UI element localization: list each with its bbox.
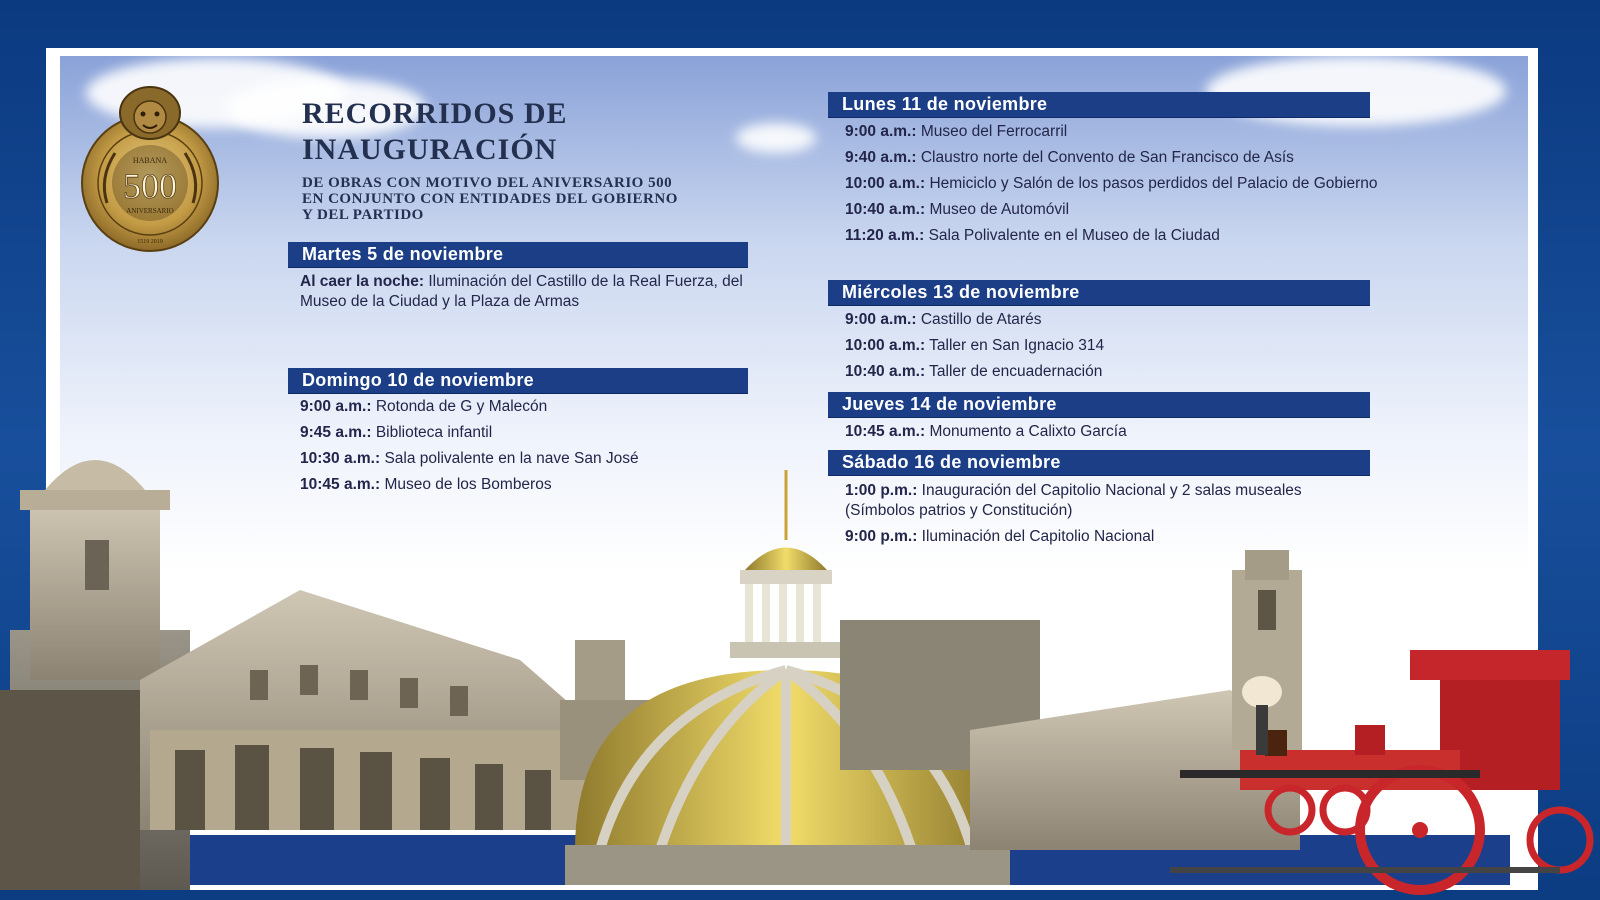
schedule-entry	[845, 174, 1435, 194]
entry-time: 10:00 a.m.:	[845, 175, 926, 192]
entry-text: Claustro norte del Convento de San Francisco de Asís	[916, 149, 1294, 166]
entry-text: Rotonda de G y Malecón	[371, 398, 548, 415]
day-entries-martes	[300, 272, 760, 318]
subtitle-line-1: DE OBRAS CON MOTIVO DEL ANIVERSARIO 500	[302, 175, 673, 191]
entry-time: 9:00 a.m.:	[845, 123, 917, 140]
subtitle-line-3: Y DEL PARTIDO	[302, 207, 424, 223]
entry-time: 10:40 a.m.:	[845, 201, 926, 218]
entry-time: 9:45 a.m.:	[300, 424, 372, 441]
entry-time: 9:00 a.m.:	[300, 398, 372, 415]
schedule-entry	[845, 310, 1405, 330]
logo-top-text: HABANA	[132, 156, 168, 165]
entry-time: 9:40 a.m.:	[845, 149, 917, 166]
page-title	[302, 96, 782, 168]
logo-number: 500	[123, 166, 177, 206]
day-header-martes: Martes 5 de noviembre	[288, 242, 748, 267]
day-header-jueves: Jueves 14 de noviembre	[828, 392, 1370, 417]
habana-500-logo	[77, 83, 223, 253]
page-subtitle	[302, 175, 782, 223]
logo-years: 1519 2019	[137, 239, 163, 245]
day-header-lunes: Lunes 11 de noviembre	[828, 92, 1370, 117]
schedule-entry	[845, 122, 1445, 142]
schedule-entry	[845, 148, 1445, 168]
logo-bottom-text: ANIVERSARIO	[126, 207, 174, 215]
entry-text: Castillo de Atarés	[916, 311, 1042, 328]
entry-text: Hemiciclo y Salón de los pasos perdidos del Palacio de Gobierno	[925, 175, 1378, 192]
entry-text: Monumento a Calixto García	[925, 423, 1127, 440]
schedule-entry	[845, 200, 1445, 220]
schedule-entry	[300, 272, 760, 312]
entry-text: Inauguración del Capitolio Nacional y 2 salas museales (Símbolos patrios y Constitución)	[845, 482, 1302, 519]
entry-text: Taller de encuadernación	[925, 363, 1103, 380]
entry-time: 10:00 a.m.:	[845, 337, 926, 354]
entry-text: Sala Polivalente en el Museo de la Ciudad	[924, 227, 1220, 244]
schedule-entry	[845, 336, 1405, 356]
entry-time: 10:30 a.m.:	[300, 450, 381, 467]
day-header-sabado: Sábado 16 de noviembre	[828, 450, 1370, 475]
day-entries-lunes	[845, 122, 1445, 252]
entry-time: 9:00 p.m.:	[845, 528, 918, 545]
entry-text: Iluminación del Capitolio Nacional	[917, 528, 1155, 545]
entry-text: Museo del Ferrocarril	[916, 123, 1068, 140]
entry-text: Sala polivalente en la nave San José	[380, 450, 639, 467]
entry-time: 10:45 a.m.:	[300, 476, 381, 493]
title-line-1: RECORRIDOS DE	[302, 97, 568, 130]
schedule-entry	[845, 362, 1405, 382]
entry-text: Taller en San Ignacio 314	[925, 337, 1105, 354]
entry-time: 9:00 a.m.:	[845, 311, 917, 328]
entry-time: 1:00 p.m.:	[845, 482, 918, 499]
entry-text: Museo de los Bomberos	[380, 476, 552, 493]
entry-time: 11:20 a.m.:	[845, 227, 925, 244]
entry-text: Iluminación del Castillo de la Real Fuerza, del Museo de la Ciudad y la Plaza de Armas	[300, 273, 743, 310]
schedule-entry	[845, 226, 1445, 246]
day-entries-miercoles	[845, 310, 1405, 388]
schedule-entry	[300, 397, 760, 417]
title-line-2: INAUGURACIÓN	[302, 133, 558, 166]
entry-text: Museo de Automóvil	[925, 201, 1070, 218]
landmarks-illustration	[0, 430, 1600, 900]
entry-time: Al caer la noche:	[300, 273, 425, 290]
day-header-domingo: Domingo 10 de noviembre	[288, 368, 748, 393]
palace-illustration	[140, 590, 600, 830]
day-header-miercoles: Miércoles 13 de noviembre	[828, 280, 1370, 305]
entry-text: Biblioteca infantil	[371, 424, 493, 441]
entry-time: 10:45 a.m.:	[845, 423, 926, 440]
subtitle-line-2: EN CONJUNTO CON ENTIDADES DEL GOBIERNO	[302, 191, 678, 207]
entry-time: 10:40 a.m.:	[845, 363, 926, 380]
